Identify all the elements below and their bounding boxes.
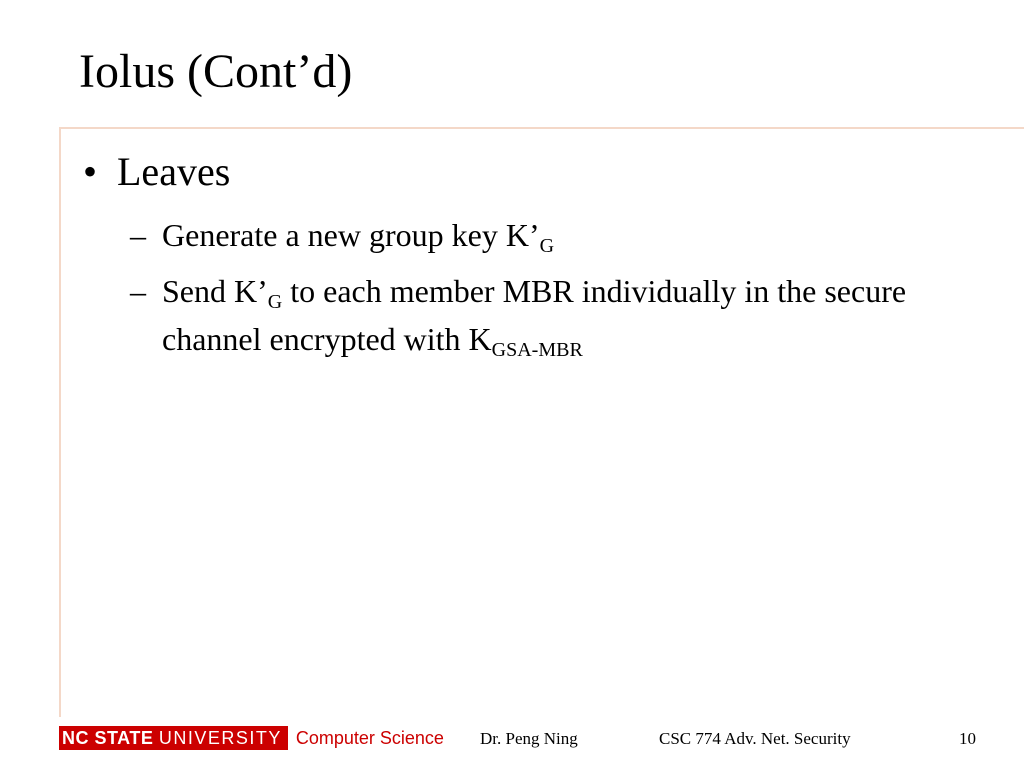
bullet-marker: • bbox=[83, 149, 98, 194]
sub-bullet-send-key bbox=[130, 267, 992, 363]
sub-bullet-generate-key bbox=[130, 211, 990, 259]
sub-bullet-text bbox=[130, 267, 992, 363]
subscript: G bbox=[539, 235, 555, 257]
sub-bullet-text-b: to each member MBR individually in the secure channel encrypted with K bbox=[162, 273, 907, 357]
content-divider-vertical bbox=[59, 127, 61, 717]
logo-wordmark bbox=[59, 726, 288, 750]
sub-bullet-marker: – bbox=[130, 273, 146, 309]
footer-page-number: 10 bbox=[959, 729, 976, 748]
sub-bullet-marker: – bbox=[130, 217, 146, 253]
footer-author: Dr. Peng Ning bbox=[480, 729, 578, 748]
logo-light-text: UNIVERSITY bbox=[158, 728, 282, 748]
subscript-b: GSA-MBR bbox=[491, 339, 583, 361]
slide-title: Iolus (Cont’d) bbox=[79, 45, 353, 98]
footer-course: CSC 774 Adv. Net. Security bbox=[659, 729, 851, 748]
university-logo bbox=[59, 726, 444, 750]
title-divider-horizontal bbox=[59, 127, 1024, 129]
logo-bold-text: NC STATE bbox=[62, 728, 154, 748]
subscript-a: G bbox=[267, 291, 283, 313]
sub-bullet-text bbox=[130, 211, 990, 259]
bullet-item-leaves bbox=[83, 146, 230, 198]
sub-bullet-main-text: Generate a new group key K’ bbox=[162, 217, 540, 253]
bullet-text: Leaves bbox=[117, 149, 231, 194]
sub-bullet-text-a: Send K’ bbox=[162, 273, 268, 309]
department-label: Computer Science bbox=[295, 728, 444, 748]
